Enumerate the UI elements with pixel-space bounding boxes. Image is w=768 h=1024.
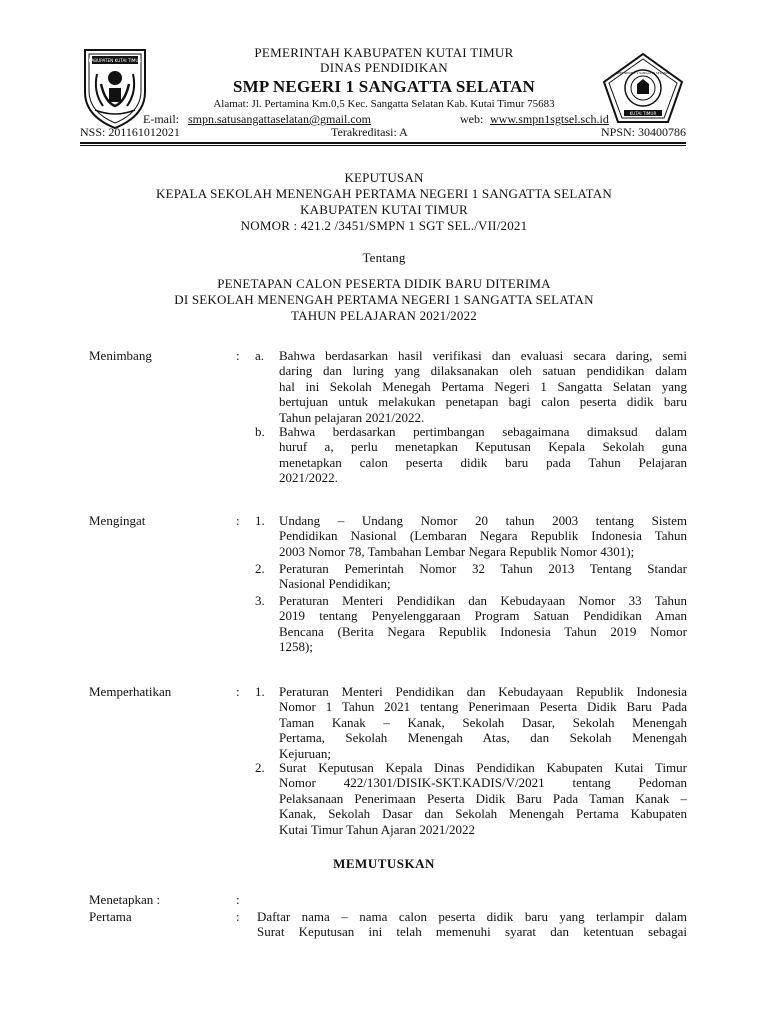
menimbang-b-text — [279, 424, 687, 486]
text-line: bertujuan untuk melakukan penetapan bagi calon peserta didik baru — [279, 394, 687, 410]
npsn-number: NPSN: 30400786 — [600, 125, 686, 139]
text-line: huruf a, perlu menetapkan Keputusan Kepala Sekolah guna — [279, 439, 687, 455]
text-line: Pertama, Sekolah Menengah Atas, dan Sekolah Menengah — [279, 730, 687, 746]
text-line: Nomor 422/1301/DISIK-SKT.KADIS/V/2021 tentang Pedoman — [279, 775, 687, 791]
mengingat-3-text — [279, 593, 687, 655]
issuer: KEPALA SEKOLAH MENENGAH PERTAMA NEGERI 1 SANGATTA SELATAN — [156, 186, 612, 201]
menetapkan-label: Menetapkan : — [89, 892, 161, 907]
text-line: Kejuruan; — [279, 745, 331, 761]
tentang-label: Tentang — [362, 250, 406, 265]
text-line: Kanak, Sekolah Dasar dan Sekolah Menengah Pertama Kabupaten — [279, 806, 687, 822]
text-line: Daftar nama – nama calon peserta didik baru yang terlampir dalam — [257, 909, 687, 924]
mengingat-colon: : — [236, 513, 240, 528]
text-line: Bahwa berdasarkan pertimbangan sebagaimana dimaksud dalam — [279, 424, 687, 439]
registration-row — [80, 125, 686, 141]
seal-banner-text: KUTAI TIMUR — [629, 111, 657, 116]
letterhead-agency: DINAS PENDIDIKAN — [320, 60, 448, 75]
text-line: Peraturan Pemerintah Nomor 32 Tahun 2013 Tentang Standar — [279, 561, 687, 576]
text-line: Pelaksanaan Penerimaan Peserta Didik Baru Pada Taman Kanak – — [279, 790, 687, 806]
pertama-label: Pertama — [89, 909, 132, 924]
letterhead-school-name: SMP NEGERI 1 SANGATTA SELATAN — [232, 77, 536, 96]
memperhatikan-colon: : — [236, 684, 240, 699]
mengingat-2-marker: 2. — [255, 561, 265, 576]
text-line: hal ini Sekolah Menegah Pertama Negeri 1 Sangatta Selatan yang — [279, 378, 687, 394]
letterhead-government: PEMERINTAH KABUPATEN KUTAI TIMUR — [254, 45, 514, 60]
mengingat-1-marker: 1. — [255, 513, 265, 528]
mengingat-3-marker: 3. — [255, 593, 265, 608]
email-link[interactable]: smpn.satusangattaselatan@gmail.com — [188, 112, 372, 126]
email-label: E-mail: — [143, 112, 179, 126]
menimbang-a-text — [279, 348, 687, 425]
decree-number: NOMOR : 421.2 /3451/SMPN 1 SGT SEL./VII/2021 — [240, 218, 528, 233]
text-line: Bencana (Berita Negara Republik Indonesia Tahun 2019 Nomor — [279, 623, 687, 639]
web-label: web: — [460, 112, 484, 126]
accreditation: Terakreditasi: A — [331, 125, 408, 139]
doc-type: KEPUTUSAN — [344, 170, 424, 185]
text-line: 2021/2022. — [279, 470, 338, 486]
text-line: 2019 tentang Penyelenggaraan Program Satuan Pendidikan Aman — [279, 608, 687, 624]
seal-ring-text: SMP NEGERI 1 SANGATTA SELATAN — [616, 71, 670, 75]
text-line: menetapkan calon peserta didik baru pada Tahun Pelajaran — [279, 454, 687, 470]
menimbang-a-marker: a. — [255, 348, 265, 363]
subject-line-1: PENETAPAN CALON PESERTA DIDIK BARU DITERIMA — [217, 276, 551, 291]
memutuskan-heading: MEMUTUSKAN — [333, 856, 435, 871]
text-line: Kutai Timur Tahun Ajaran 2021/2022 — [279, 821, 476, 837]
memperhatikan-2-marker: 2. — [255, 760, 265, 775]
memperhatikan-label: Memperhatikan — [89, 684, 172, 699]
letterhead-divider-thick — [80, 142, 686, 144]
text-line: daring dan luring yang dilaksanakan oleh satuan pendidikan dalam — [279, 363, 687, 379]
school-seal-icon — [602, 52, 684, 124]
mengingat-1-text — [279, 513, 687, 559]
text-line: Surat Keputusan ini telah memenuhi syarat dan ketentuan sebagai — [257, 924, 687, 940]
mengingat-2-text — [279, 561, 687, 592]
nss-number: NSS: 201161012021 — [80, 125, 180, 139]
web-link[interactable]: www.smpn1sgtsel.sch.id — [490, 112, 609, 126]
text-line: Bahwa berdasarkan hasil verifikasi dan evaluasi secara daring, semi — [279, 348, 687, 363]
text-line: 1258); — [279, 639, 313, 655]
text-line: Nomor 1 Tahun 2021 tentang Penerimaan Peserta Didik Baru Pada — [279, 699, 687, 715]
menetapkan-colon: : — [236, 892, 240, 907]
text-line: Surat Keputusan Kepala Dinas Pendidikan Kabupaten Kutai Timur — [279, 760, 687, 775]
text-line: Taman Kanak – Kanak, Sekolah Dasar, Sekolah Menengah — [279, 714, 687, 730]
memperhatikan-1-marker: 1. — [255, 684, 265, 699]
issuer-region: KABUPATEN KUTAI TIMUR — [300, 202, 468, 217]
subject-line-2: DI SEKOLAH MENENGAH PERTAMA NEGERI 1 SANGATTA SELATAN — [174, 292, 594, 307]
pertama-text — [257, 909, 687, 940]
menimbang-b-marker: b. — [255, 424, 265, 439]
memperhatikan-1-text — [279, 684, 687, 761]
subject-line-3: TAHUN PELAJARAN 2021/2022 — [291, 308, 477, 323]
letterhead-divider-thin — [80, 145, 686, 146]
letterhead-address: Alamat: Jl. Pertamina Km.0,5 Kec. Sangatta Selatan Kab. Kutai Timur 75683 — [213, 98, 555, 110]
text-line: Pendidikan Nasional (Lembaran Negara Republik Indonesia Tahun — [279, 528, 687, 544]
text-line: Peraturan Menteri Pendidikan dan Kebudayaan Republik Indonesia — [279, 684, 687, 699]
crest-banner-text: KABUPATEN KUTAI TIMUR — [88, 58, 142, 63]
mengingat-label: Mengingat — [89, 513, 146, 528]
text-line: Undang – Undang Nomor 20 tahun 2003 tentang Sistem — [279, 513, 687, 528]
text-line: Tahun pelajaran 2021/2022. — [279, 409, 425, 425]
memperhatikan-2-text — [279, 760, 687, 837]
menimbang-label: Menimbang — [89, 348, 152, 363]
text-line: Peraturan Menteri Pendidikan dan Kebudayaan Nomor 33 Tahun — [279, 593, 687, 608]
pertama-colon: : — [236, 909, 240, 924]
menimbang-colon: : — [236, 348, 240, 363]
text-line: Nasional Pendidikan; — [279, 576, 391, 592]
text-line: 2003 Nomor 78, Tambahan Lembar Negara Republik Nomor 4301); — [279, 543, 635, 559]
